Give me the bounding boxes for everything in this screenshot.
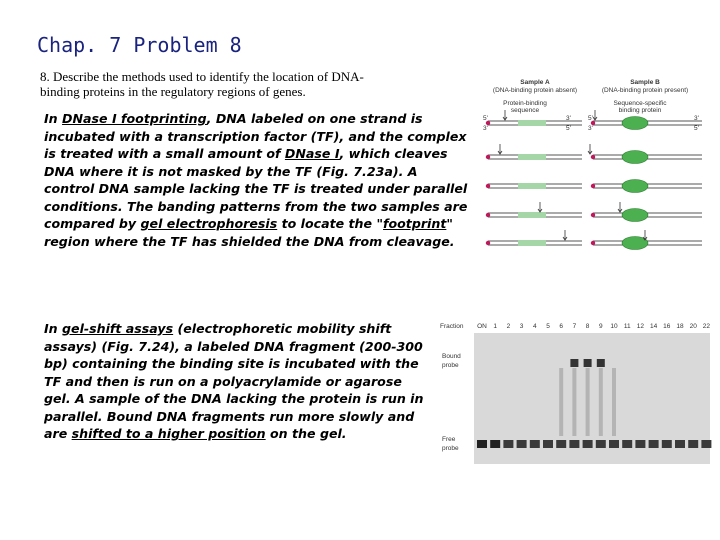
free-probe-band bbox=[649, 440, 659, 448]
text-run: , which cleaves DNA where it is not masked by the TF (Fig. 7.23a). A control DNA sample lacking the TF is treated under parallel conditions. The banding patterns from the two samples are compared by bbox=[44, 146, 468, 231]
lane-labels bbox=[477, 323, 710, 330]
bound-probe-band bbox=[570, 359, 578, 367]
specific-label: Sequence-specific bbox=[613, 100, 667, 107]
text-run: to locate the " bbox=[277, 216, 384, 231]
text-run: In bbox=[44, 321, 63, 336]
sample-a-subtitle: (DNA-binding protein absent) bbox=[492, 87, 578, 94]
slide-title: Chap. 7 Problem 8 bbox=[37, 33, 242, 57]
strand-end-label: 5' bbox=[483, 115, 488, 122]
free-probe-band bbox=[530, 440, 540, 448]
lane-label: 1 bbox=[493, 323, 498, 330]
free-probe-band bbox=[503, 440, 513, 448]
free-probe-label-2: probe bbox=[442, 445, 459, 452]
free-probe-band bbox=[688, 440, 698, 448]
lane-label: 9 bbox=[598, 323, 603, 330]
binding-protein bbox=[622, 151, 648, 164]
strand-end-label: 3' bbox=[588, 125, 593, 132]
lane-label: 22 bbox=[702, 323, 711, 330]
lane-label: 20 bbox=[689, 323, 697, 330]
text-run: on the gel. bbox=[265, 426, 347, 441]
lane-label: 8 bbox=[585, 323, 590, 330]
sample-a-title: Sample A bbox=[520, 79, 550, 86]
free-probe-band bbox=[583, 440, 593, 448]
footprinting-paragraph bbox=[44, 110, 469, 250]
problem-question: 8. Describe the methods used to identify the location of DNA-binding proteins in the regulatory regions of genes. bbox=[40, 69, 364, 99]
sample-b-subtitle: (DNA-binding protein present) bbox=[601, 87, 689, 94]
lane-smear bbox=[599, 368, 603, 436]
footprinting-figure bbox=[480, 76, 710, 286]
lane-label: 6 bbox=[559, 323, 564, 330]
term-gel-electrophoresis: gel electrophoresis bbox=[140, 216, 278, 231]
binding-sequence bbox=[518, 212, 546, 218]
binding-protein-label: binding protein bbox=[618, 107, 662, 114]
free-probe-band bbox=[596, 440, 606, 448]
label-dot bbox=[591, 241, 595, 245]
label-dot bbox=[486, 184, 490, 188]
gel-shift-figure bbox=[440, 316, 712, 466]
lane-label: 4 bbox=[532, 323, 537, 330]
strand-end-label: 3' bbox=[566, 115, 571, 122]
free-probe-band bbox=[543, 440, 553, 448]
free-probe-band bbox=[635, 440, 645, 448]
binding-protein bbox=[622, 117, 648, 130]
label-dot bbox=[591, 213, 595, 217]
text-run: In bbox=[44, 111, 63, 126]
label-dot bbox=[486, 213, 490, 217]
sample-b-title: Sample B bbox=[630, 79, 660, 86]
lane-label: 7 bbox=[572, 323, 577, 330]
strand-end-label: 3' bbox=[694, 115, 699, 122]
binding-sequence bbox=[518, 240, 546, 246]
gel-shift-paragraph bbox=[44, 320, 429, 443]
lane-label: 10 bbox=[610, 323, 618, 330]
strand-end-label: 5' bbox=[588, 115, 593, 122]
binding-sequence bbox=[518, 183, 546, 189]
term-footprint: footprint bbox=[383, 216, 447, 231]
strand-end-label: 5' bbox=[694, 125, 699, 132]
free-probe-band bbox=[477, 440, 487, 448]
protein-binding-label: Protein-binding bbox=[503, 100, 547, 107]
bound-probe-label-1: Bound bbox=[442, 353, 461, 360]
text-run: " region where the TF has shielded the DNA from cleavage. bbox=[44, 216, 455, 249]
footprinting-rows bbox=[483, 110, 702, 250]
free-probe-band bbox=[675, 440, 685, 448]
free-probe-band bbox=[701, 440, 711, 448]
label-dot bbox=[591, 155, 595, 159]
strand-end-label: 3' bbox=[483, 125, 488, 132]
free-probe-label-1: Free bbox=[442, 436, 456, 443]
free-probe-band bbox=[556, 440, 566, 448]
free-probe-band bbox=[517, 440, 527, 448]
lane-smear bbox=[559, 368, 563, 436]
lane-label: 18 bbox=[676, 323, 684, 330]
lane-label: 14 bbox=[649, 323, 658, 330]
free-probe-band bbox=[609, 440, 619, 448]
lane-label: 5 bbox=[546, 323, 550, 330]
lane-smear bbox=[612, 368, 616, 436]
label-dot bbox=[486, 155, 490, 159]
free-probe-band bbox=[622, 440, 632, 448]
binding-sequence bbox=[518, 120, 546, 126]
bound-probe-band bbox=[597, 359, 605, 367]
lane-label: 2 bbox=[506, 323, 511, 330]
lane-label: 11 bbox=[623, 323, 631, 330]
term-dnase: DNase I bbox=[284, 146, 340, 161]
term-shifted-higher: shifted to a higher position bbox=[71, 426, 266, 441]
lane-label: 12 bbox=[636, 323, 645, 330]
binding-sequence bbox=[518, 154, 546, 160]
term-gel-shift-assays: gel-shift assays bbox=[62, 321, 174, 336]
text-run: (electrophoretic mobility shift assays) (Fig. 7.24), a labeled DNA fragment (200-300 bp) containing the binding site is incubated with the TF and then is run on a polyacrylamide or agarose gel. A sample of the DNA lacking the protein is run in parallel. Bound DNA fragments run more slowly and are bbox=[44, 321, 424, 441]
lane-label: 16 bbox=[663, 323, 671, 330]
bound-probe-label-2: probe bbox=[442, 362, 459, 369]
lane-smear bbox=[572, 368, 576, 436]
label-dot bbox=[486, 241, 490, 245]
lane-label: ON bbox=[477, 323, 487, 330]
binding-protein bbox=[622, 209, 648, 222]
term-dnase-footprinting: DNase I footprinting bbox=[62, 111, 207, 126]
lane-label: 3 bbox=[519, 323, 524, 330]
strand-end-label: 5' bbox=[566, 125, 571, 132]
fraction-label: Fraction bbox=[440, 323, 464, 330]
free-probe-band bbox=[490, 440, 500, 448]
text-run: , DNA labeled on one strand is incubated with a transcription factor (TF), and the complex is treated with a small amount of bbox=[44, 111, 467, 161]
free-probe-band bbox=[662, 440, 672, 448]
sequence-label: sequence bbox=[510, 107, 540, 114]
label-dot bbox=[591, 184, 595, 188]
lane-smear bbox=[586, 368, 590, 436]
free-probe-band bbox=[569, 440, 579, 448]
binding-protein bbox=[622, 180, 648, 193]
bound-probe-band bbox=[584, 359, 592, 367]
